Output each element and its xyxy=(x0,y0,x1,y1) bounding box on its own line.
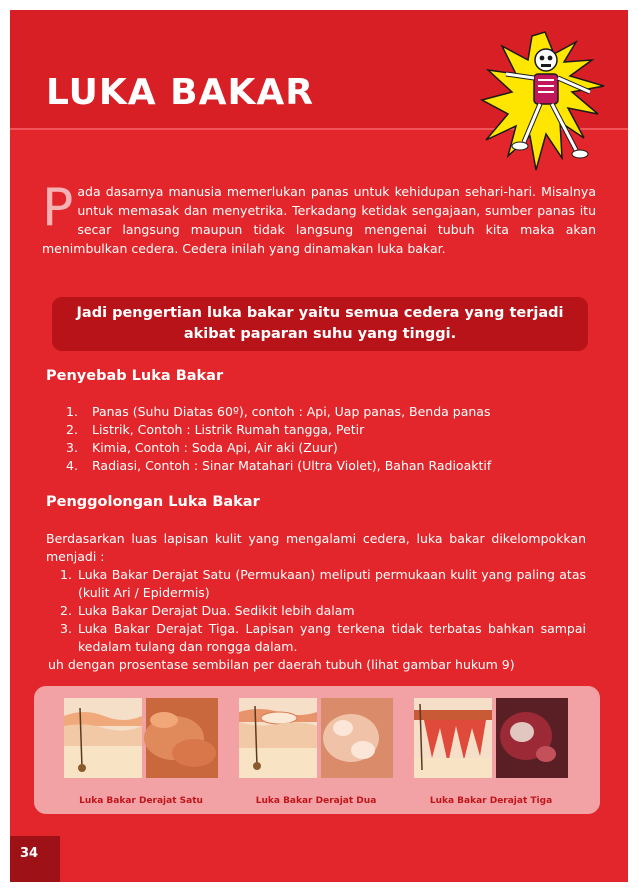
classification-body xyxy=(46,530,586,674)
second-degree-burn-image xyxy=(239,698,393,778)
figure-caption: Luka Bakar Derajat Satu xyxy=(79,796,203,806)
page-title: LUKA BAKAR xyxy=(46,72,314,113)
classification-intro: Berdasarkan luas lapisan kulit yang mengalami cedera, luka bakar dikelompokkan menjadi : xyxy=(46,531,586,564)
intro-text: ada dasarnya manusia memerlukan panas untuk kehidupan sehari-hari. Misalnya untuk memasak dan menyetrika. Terkadang ketidak sengajaan, sumber panas itu secar langsung maupun tidak langsung mengenai tubuh kita maka akan menimbulkan cedera. Cedera inilah yang dinamakan luka bakar. xyxy=(42,184,596,256)
list-item: 3. Luka Bakar Derajat Tiga. Lapisan yang terkena tidak terbatas bahkan sampai kedalam tulang dan rongga dalam. xyxy=(60,621,586,654)
classification-heading: Penggolongan Luka Bakar xyxy=(46,494,260,510)
definition-callout: Jadi pengertian luka bakar yaitu semua cedera yang terjadi akibat paparan suhu yang tinggi. xyxy=(52,297,588,351)
page-number-box xyxy=(10,836,60,882)
list-item: 1. Luka Bakar Derajat Satu (Permukaan) meliputi permukaan kulit yang paling atas (kulit Ari / Epidermis) xyxy=(60,567,586,600)
list-item: 4. Radiasi, Contoh : Sinar Matahari (Ultra Violet), Bahan Radioaktif xyxy=(66,458,492,473)
figure-second-degree xyxy=(239,698,393,778)
electrocuted-skeleton-illustration xyxy=(480,30,610,180)
causes-list xyxy=(46,403,586,475)
third-degree-burn-image xyxy=(414,698,568,778)
intro-paragraph xyxy=(42,178,596,258)
classification-note: uh dengan prosentase sembilan per daerah tubuh (lihat gambar hukum 9) xyxy=(48,657,515,672)
figure-first-degree xyxy=(64,698,218,778)
figure-caption: Luka Bakar Derajat Dua xyxy=(255,796,377,806)
list-item: 2. Listrik, Contoh : Listrik Rumah tangga, Petir xyxy=(66,422,365,437)
list-item: 3. Kimia, Contoh : Soda Api, Air aki (Zuur) xyxy=(66,440,338,455)
figure-third-degree xyxy=(414,698,568,778)
classification-list xyxy=(46,566,586,656)
list-item: 2. Luka Bakar Derajat Dua. Sedikit lebih dalam xyxy=(60,603,355,618)
list-item: 1. Panas (Suhu Diatas 60º), contoh : Api, Uap panas, Benda panas xyxy=(66,404,491,419)
figure-caption: Luka Bakar Derajat Tiga xyxy=(429,796,553,806)
page xyxy=(10,10,628,882)
burn-figures-panel xyxy=(34,686,600,814)
first-degree-burn-image xyxy=(64,698,218,778)
causes-heading: Penyebab Luka Bakar xyxy=(46,368,224,384)
drop-cap: P xyxy=(42,178,74,238)
page-number: 34 xyxy=(20,846,39,861)
